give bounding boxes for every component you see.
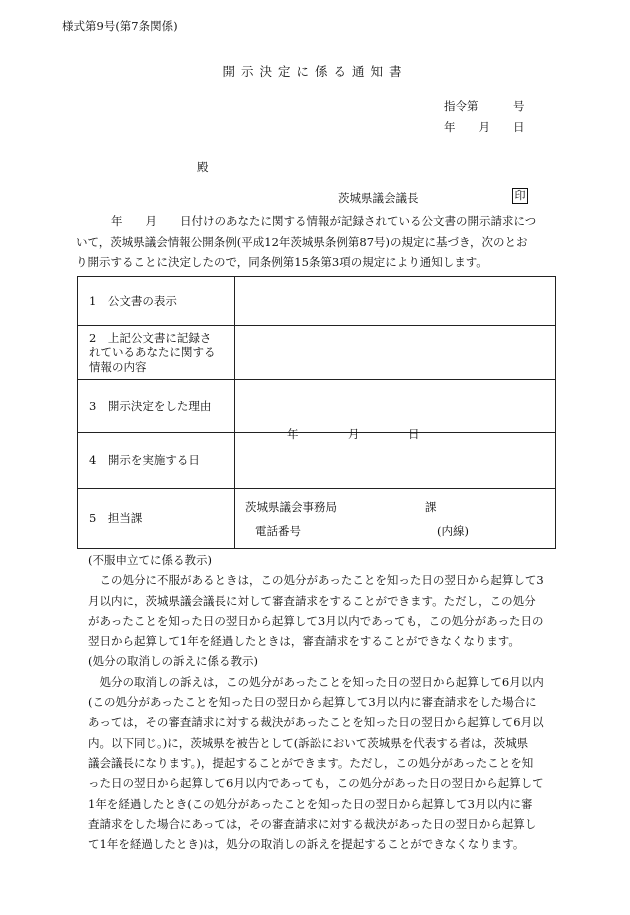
notice-line: 翌日から起算して1年を経過したときは，審査請求をすることができなくなります。: [88, 634, 520, 649]
notice-line: 処分の取消しの訴えは，この処分があったことを知った日の翌日から起算して6月以内: [88, 674, 544, 689]
sender: 茨城県議会議長: [338, 191, 419, 205]
section-name: 課: [425, 500, 437, 514]
office-name: 茨城県議会事務局: [245, 500, 337, 514]
row-value: [235, 380, 556, 433]
notice-line: て1年を経過したとき)は，処分の取消しの訴えを提起することができなくなります。: [88, 837, 525, 852]
notice-heading: (不服申立てに係る教示): [88, 553, 212, 567]
extension-label: (内線): [437, 524, 469, 538]
row-label: 4 開示を実施する日: [78, 433, 235, 489]
intro-paragraph: [76, 211, 558, 273]
notice-line: 内。以下同じ。)に，茨城県を被告として(訴訟において茨城県を代表する者は，茨城県: [88, 735, 529, 750]
table-row: [78, 277, 556, 326]
table-row: [78, 433, 556, 489]
notice-line: 査請求をした場合にあっては，その審査請求に対する裁決があった日の翌日から起算し: [88, 816, 537, 831]
table-row: [78, 489, 556, 549]
notice-line: この処分に不服があるときは，この処分があったことを知った日の翌日から起算して3: [88, 573, 544, 588]
phone-label: 電話番号: [255, 524, 301, 538]
document-date: 年 月 日: [444, 120, 525, 134]
date-day: 日: [408, 427, 420, 441]
document-title: 開示決定に係る通知書: [222, 64, 408, 79]
intro-line: いて，茨城県議会情報公開条例(平成12年茨城県条例第87号)の規定に基づき，次のとお: [76, 234, 528, 249]
row-label: [78, 326, 235, 380]
row-label-line: 情報の内容: [89, 359, 147, 374]
seal-stamp: 印: [512, 188, 528, 204]
notice-line: (この処分があったことを知った日の翌日から起算して3月以内に審査請求をした場合に: [88, 695, 537, 710]
row-value: [235, 277, 556, 326]
notice-line: があったことを知った日の翌日から起算して3月以内であっても，この処分があった日の: [88, 613, 544, 628]
detail-table: [77, 276, 556, 549]
intro-line: り開示することに決定したので，同条例第15条第3項の規定により通知します。: [76, 255, 488, 269]
row-label-line: 2 上記公文書に記録さ: [89, 330, 212, 345]
row-label: 5 担当課: [78, 489, 235, 549]
intro-line: 年 月 日付けのあなたに関する情報が記録されている公文書の開示請求につ: [88, 214, 537, 228]
implementation-date: [235, 427, 556, 489]
notice-line: った日の翌日から起算して6月以内であっても，この処分があった日の翌日から起算して: [88, 776, 544, 791]
addressee: 殿: [197, 160, 209, 174]
document-number: 指令第 号: [444, 99, 525, 113]
notice-line: あっては，その審査請求に対する裁決があったことを知った日の翌日から起算して6月以: [88, 715, 544, 730]
notice-line: 議会議長になります。)，提起することができます。ただし，この処分があったことを知: [88, 755, 534, 770]
table-row: [78, 326, 556, 380]
appeal-notice: [88, 550, 544, 854]
row-label: 1 公文書の表示: [78, 277, 235, 326]
form-number: 様式第9号(第7条関係): [62, 19, 178, 33]
notice-heading: (処分の取消しの訴えに係る教示): [88, 654, 258, 669]
row-value: [235, 326, 556, 380]
date-month: 月: [348, 427, 360, 441]
row-label: 3 開示決定をした理由: [78, 380, 235, 433]
date-year: 年: [287, 427, 299, 441]
table-row: [78, 380, 556, 433]
row-label-line: れているあなたに関する: [89, 345, 216, 360]
contact-info: [235, 489, 556, 549]
notice-line: 1年を経過したとき(この処分があったことを知った日の翌日から起算して3月以内に審: [88, 796, 533, 811]
notice-line: 月以内に，茨城県議会議長に対して審査請求をすることができます。ただし，この処分: [88, 593, 536, 608]
